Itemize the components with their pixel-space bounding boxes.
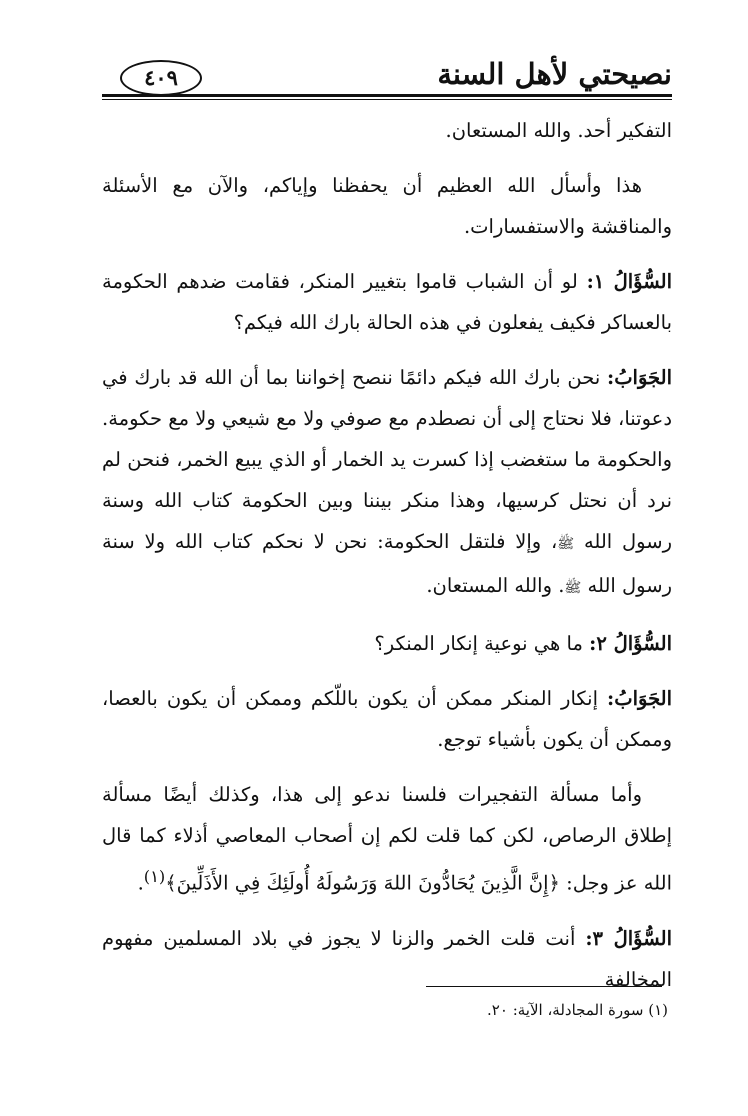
footnote-text: سورة المجادلة، الآية: ٢٠. xyxy=(487,1001,644,1019)
header-rule-thick xyxy=(102,94,672,97)
question-label: السُّؤَالُ ٢: xyxy=(589,632,672,655)
answer-1 xyxy=(102,357,672,609)
paragraph-text: . xyxy=(137,871,144,895)
book-title: نصيحتي لأهل السنة xyxy=(437,57,672,91)
question-3 xyxy=(102,918,672,1000)
answer-text: نحن بارك الله فيكم دائمًا ننصح إخواننا بما أن الله قد بارك في دعوتنا، فلا نحتاج إلى أن نصطدم مع صوفي ولا مع شيعي ولا مع حكومة. والحكومة ما ستغضب إذا كسرت يد الخمار أو الذي يبيع الخمر، فنحن لم نرد أن نحتل كرسيها، وهذا منكر بيننا وبين الحكومة كتاب الله وسنة رسول الله xyxy=(102,366,672,553)
answer-2 xyxy=(102,678,672,760)
answer-text: إنكار المنكر ممكن أن يكون باللّكم وممكن أن يكون بالعصا، وممكن أن يكون بأشياء توجع. xyxy=(102,687,672,751)
footnote xyxy=(487,998,668,1022)
question-label: السُّؤَالُ ١: xyxy=(586,270,673,293)
footnote-ref[interactable]: (١) xyxy=(143,867,166,886)
paragraph: هذا وأسأل الله العظيم أن يحفظنا وإياكم، والآن مع الأسئلة والمناقشة والاستفسارات. xyxy=(102,174,672,238)
footnote-divider xyxy=(426,986,662,987)
salutation-glyph: ﷺ xyxy=(557,536,575,552)
question-2 xyxy=(102,623,672,664)
header-rule-thin xyxy=(102,99,672,100)
footnote-marker: (١) xyxy=(648,1001,668,1019)
question-1 xyxy=(102,261,672,343)
page-number: ٤٠٩ xyxy=(120,60,202,96)
answer-text: ، وإلا فلتقل الحكومة: نحن لا نحكم كتاب الله ولا سنة رسول الله xyxy=(102,530,672,597)
question-text: ما هي نوعية إنكار المنكر؟ xyxy=(374,632,583,655)
page-header xyxy=(102,52,672,102)
question-text: لو أن الشباب قاموا بتغيير المنكر، فقامت ضدهم الحكومة بالعساكر فكيف يفعلون في هذه الحالة بارك الله فيكم؟ xyxy=(102,270,672,334)
question-text: أنت قلت الخمر والزنا لا يجوز في بلاد المسلمين مفهوم المخالفة xyxy=(102,926,672,991)
page-body xyxy=(102,110,672,1000)
answer-label: الجَوَابُ: xyxy=(607,366,672,389)
paragraph xyxy=(102,774,672,904)
paragraph: التفكير أحد. والله المستعان. xyxy=(445,119,672,142)
salutation-glyph: ﷺ xyxy=(564,580,582,596)
question-label: السُّؤَالُ ٣: xyxy=(585,926,673,950)
answer-label: الجَوَابُ: xyxy=(607,687,673,710)
quran-verse: ﴿إِنَّ الَّذِينَ يُحَادُّونَ اللهَ وَرَسُولَهُ أُولَئِكَ فِي الأَذَلِّينَ﴾ xyxy=(165,871,560,895)
paragraph-text: وأما مسألة التفجيرات فلسنا ندعو إلى هذا، وكذلك أيضًا مسألة إطلاق الرصاص، لكن كما قلت لكم إن أصحاب المعاصي أذلاء كما قال الله عز وجل: xyxy=(102,783,672,895)
answer-text: . والله المستعان. xyxy=(426,574,565,597)
